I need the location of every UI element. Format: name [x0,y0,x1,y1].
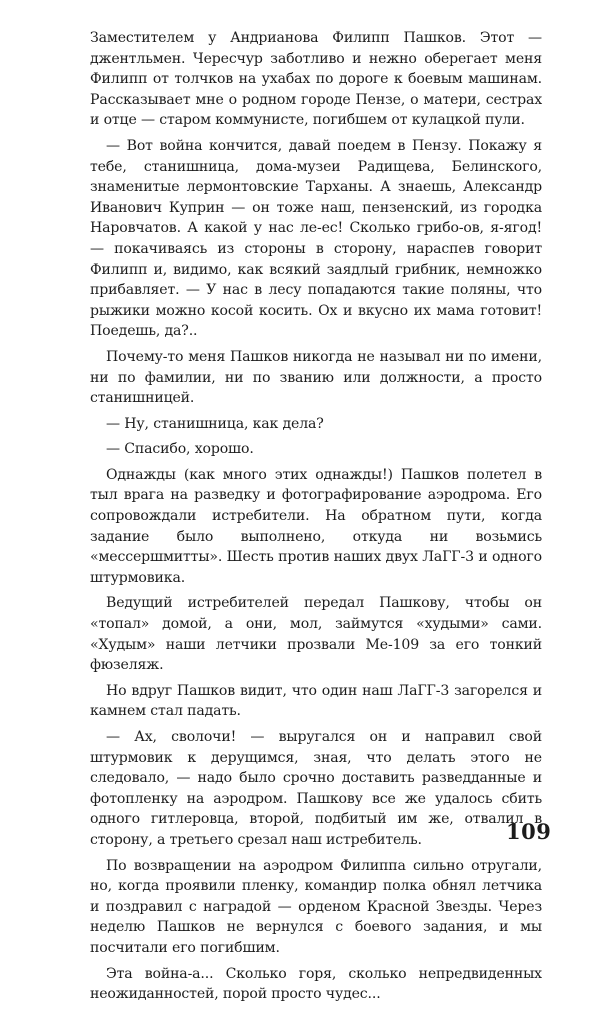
paragraph: — Ах, сволочи! — выругался он и направил свой штурмовик к дерущимся, зная, что делать этого не следовало, — надо было срочно доставить разведданные и фотопленку на аэродром. Пашкову все же удалось сбить одного гитлеровца, второй, подбитый им же, отвалил в сторону, а третьего срезал наш истребитель. [90,729,542,848]
body-text [90,28,542,1010]
paragraph: По возвращении на аэродром Филиппа сильно отругали, но, когда проявили пленку, командир полка обнял летчика и поздравил с наградой — орденом Красной Звезды. Через неделю Пашков не вернулся с боевого задания, и мы посчитали его погибшим. [90,857,542,956]
paragraph: Заместителем у Андрианова Филипп Пашков. Этот — джентльмен. Чересчур заботливо и нежно оберегает меня Филипп от толчков на ухабах по дороге к боевым машинам. Рассказывает мне о родном городе Пензе, о матери, сестрах и отце — старом коммунисте, погибшем от кулацкой пули. [90,30,542,129]
paragraph: Эта война-а... Сколько горя, сколько непредвиденных неожиданностей, порой просто чудес... [90,965,542,1003]
paragraph: Но вдруг Пашков видит, что один наш ЛаГГ-3 загорелся и камнем стал падать. [90,682,542,720]
paragraph: — Спасибо, хорошо. [106,441,254,458]
paragraph: — Ну, станишница, как дела? [106,415,324,432]
paragraph: Почему-то меня Пашков никогда не называл ни по имени, ни по фамилии, ни по званию или должности, а просто станишницей. [90,348,542,407]
paragraph: Однажды (как много этих однажды!) Пашков полетел в тыл врага на разведку и фотографирование аэродрома. Его сопровождали истребители. На обратном пути, когда задание было выполнено, откуда ни возьмись «мессершмитты». Шесть против наших двух ЛаГГ-3 и одного штурмовика. [90,466,542,586]
paragraph: Ведущий истребителей передал Пашкову, чтобы он «топал» домой, а они, мол, займутся «худыми» сами. «Худым» наши летчики прозвали Ме-109 за его тонкий фюзеляж. [90,595,542,674]
page-number: 109 [506,819,552,844]
paragraph: — Вот война кончится, давай поедем в Пензу. Покажу я тебе, станишница, дома-музеи Радищева, Белинского, знаменитые лермонтовские Тарханы. А знаешь, Александр Иванович Куприн — он тоже наш, пензенский, из городка Наровчатов. А какой у нас ле-ес! Сколько грибо-ов, я-ягод! — покачиваясь из стороны в сторону, нараспев говорит Филипп и, видимо, как всякий заядлый грибник, немножко прибавляет. — У нас в лесу попадаются такие поляны, что рыжики можно косой косить. Ох и вкусно их мама готовит! Поедешь, да?.. [90,137,542,340]
